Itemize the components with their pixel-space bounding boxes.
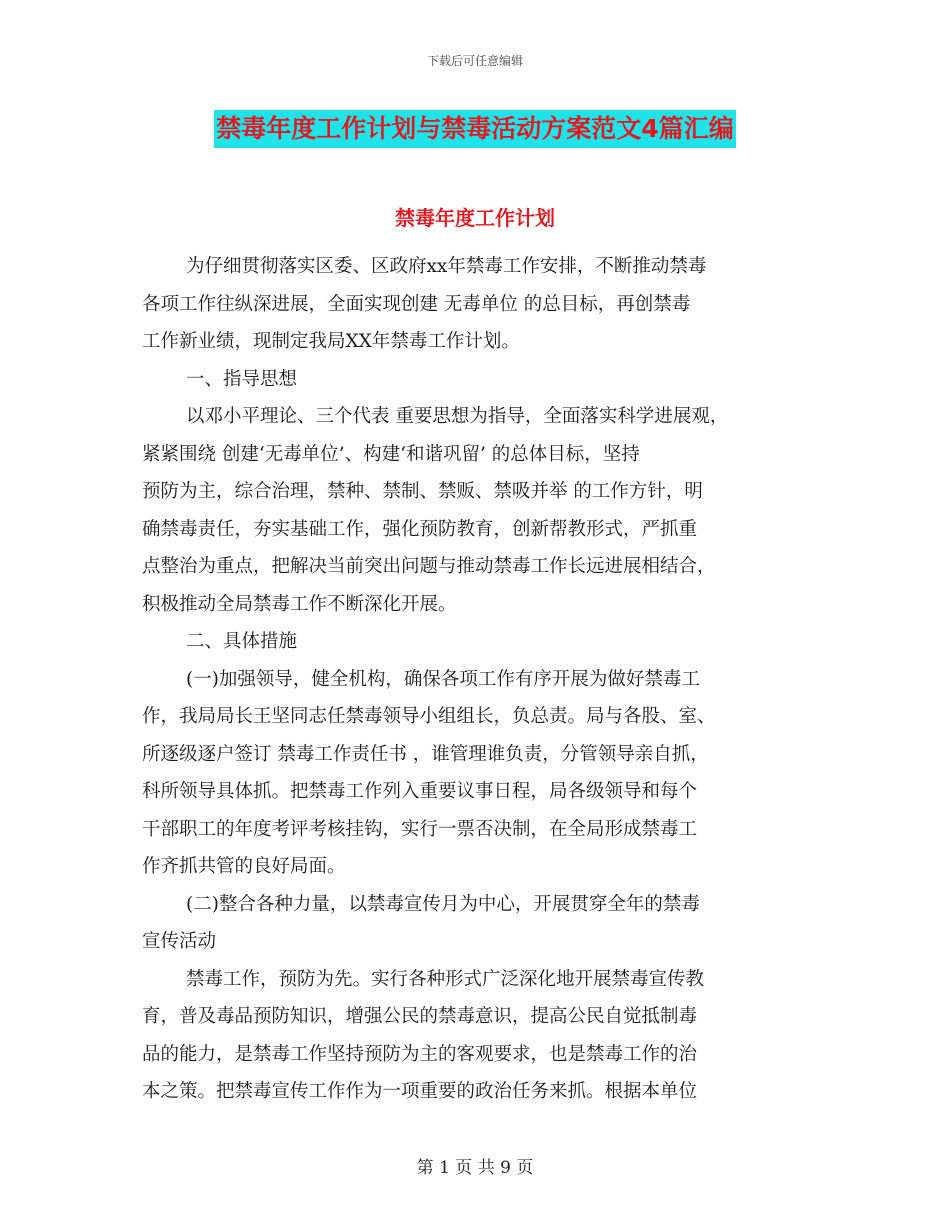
heading-guiding-thought: 一、指导思想 — [186, 368, 298, 390]
header-note: 下载后可任意编辑 — [426, 54, 523, 68]
body-line: 作齐抓共管的良好局面。 — [142, 856, 346, 877]
body-line: 预防为主，综合治理，禁种、禁制、禁贩、禁吸并举 的工作方针，明 — [142, 481, 703, 502]
body-line: 以邓小平理论、三个代表 重要思想为指导，全面落实科学进展观， — [186, 406, 729, 427]
body-line: 作，我局局长王坚同志任禁毒领导小组组长，负总责。局与各股、室、 — [142, 706, 716, 727]
body-line: (一)加强领导，健全机构，确保各项工作有序开展为做好禁毒工 — [186, 668, 700, 690]
body-line: 紧紧围绕 创建‘无毒单位’、构建‘和谐巩留’ 的总体目标，坚持 — [142, 443, 640, 465]
page-number-footer: 第 1 页 共 9 页 — [416, 1158, 534, 1178]
body-line: 点整治为重点，把解决当前突出问题与推动禁毒工作长远进展相结合， — [142, 556, 716, 577]
document-title-wrap — [0, 110, 950, 148]
body-line: 育，普及毒品预防知识，增强公民的禁毒意识，提高公民自觉抵制毒 — [142, 1006, 698, 1027]
body-line: 宣传活动 — [142, 931, 217, 952]
body-text — [142, 248, 810, 1111]
body-line: 科所领导具体抓。把禁毒工作列入重要议事日程，局各级领导和每个 — [142, 781, 698, 802]
section-title: 禁毒年度工作计划 — [395, 206, 555, 230]
document-title: 禁毒年度工作计划与禁毒活动方案范文4篇汇编 — [214, 110, 735, 148]
body-line: 为仔细贯彻落实区委、区政府xx年禁毒工作安排，不断推动禁毒 — [186, 256, 707, 277]
body-line: 所逐级逐户签订 禁毒工作责任书 ，谁管理谁负责，分管领导亲自抓， — [142, 743, 709, 765]
body-line: (二)整合各种力量，以禁毒宣传月为中心，开展贯穿全年的禁毒 — [186, 893, 700, 915]
body-line: 禁毒工作，预防为先。实行各种形式广泛深化地开展禁毒宣传教 — [186, 968, 705, 990]
body-line: 品的能力，是禁毒工作坚持预防为主的客观要求，也是禁毒工作的治 — [142, 1043, 698, 1065]
body-line: 工作新业绩，现制定我局XX年禁毒工作计划。 — [142, 331, 520, 352]
heading-specific-measures: 二、具体措施 — [186, 631, 298, 652]
body-line: 积极推动全局禁毒工作不断深化开展。 — [142, 593, 457, 615]
body-line: 确禁毒责任，夯实基础工作，强化预防教育，创新帮教形式，严抓重 — [142, 518, 698, 540]
body-line: 干部职工的年度考评考核挂钩，实行一票否决制，在全局形成禁毒工 — [142, 818, 698, 840]
body-line: 本之策。把禁毒宣传工作作为一项重要的政治任务来抓。根据本单位 — [142, 1081, 698, 1102]
body-line: 各项工作往纵深进展，全面实现创建 无毒单位 的总目标，再创禁毒 — [142, 293, 691, 315]
